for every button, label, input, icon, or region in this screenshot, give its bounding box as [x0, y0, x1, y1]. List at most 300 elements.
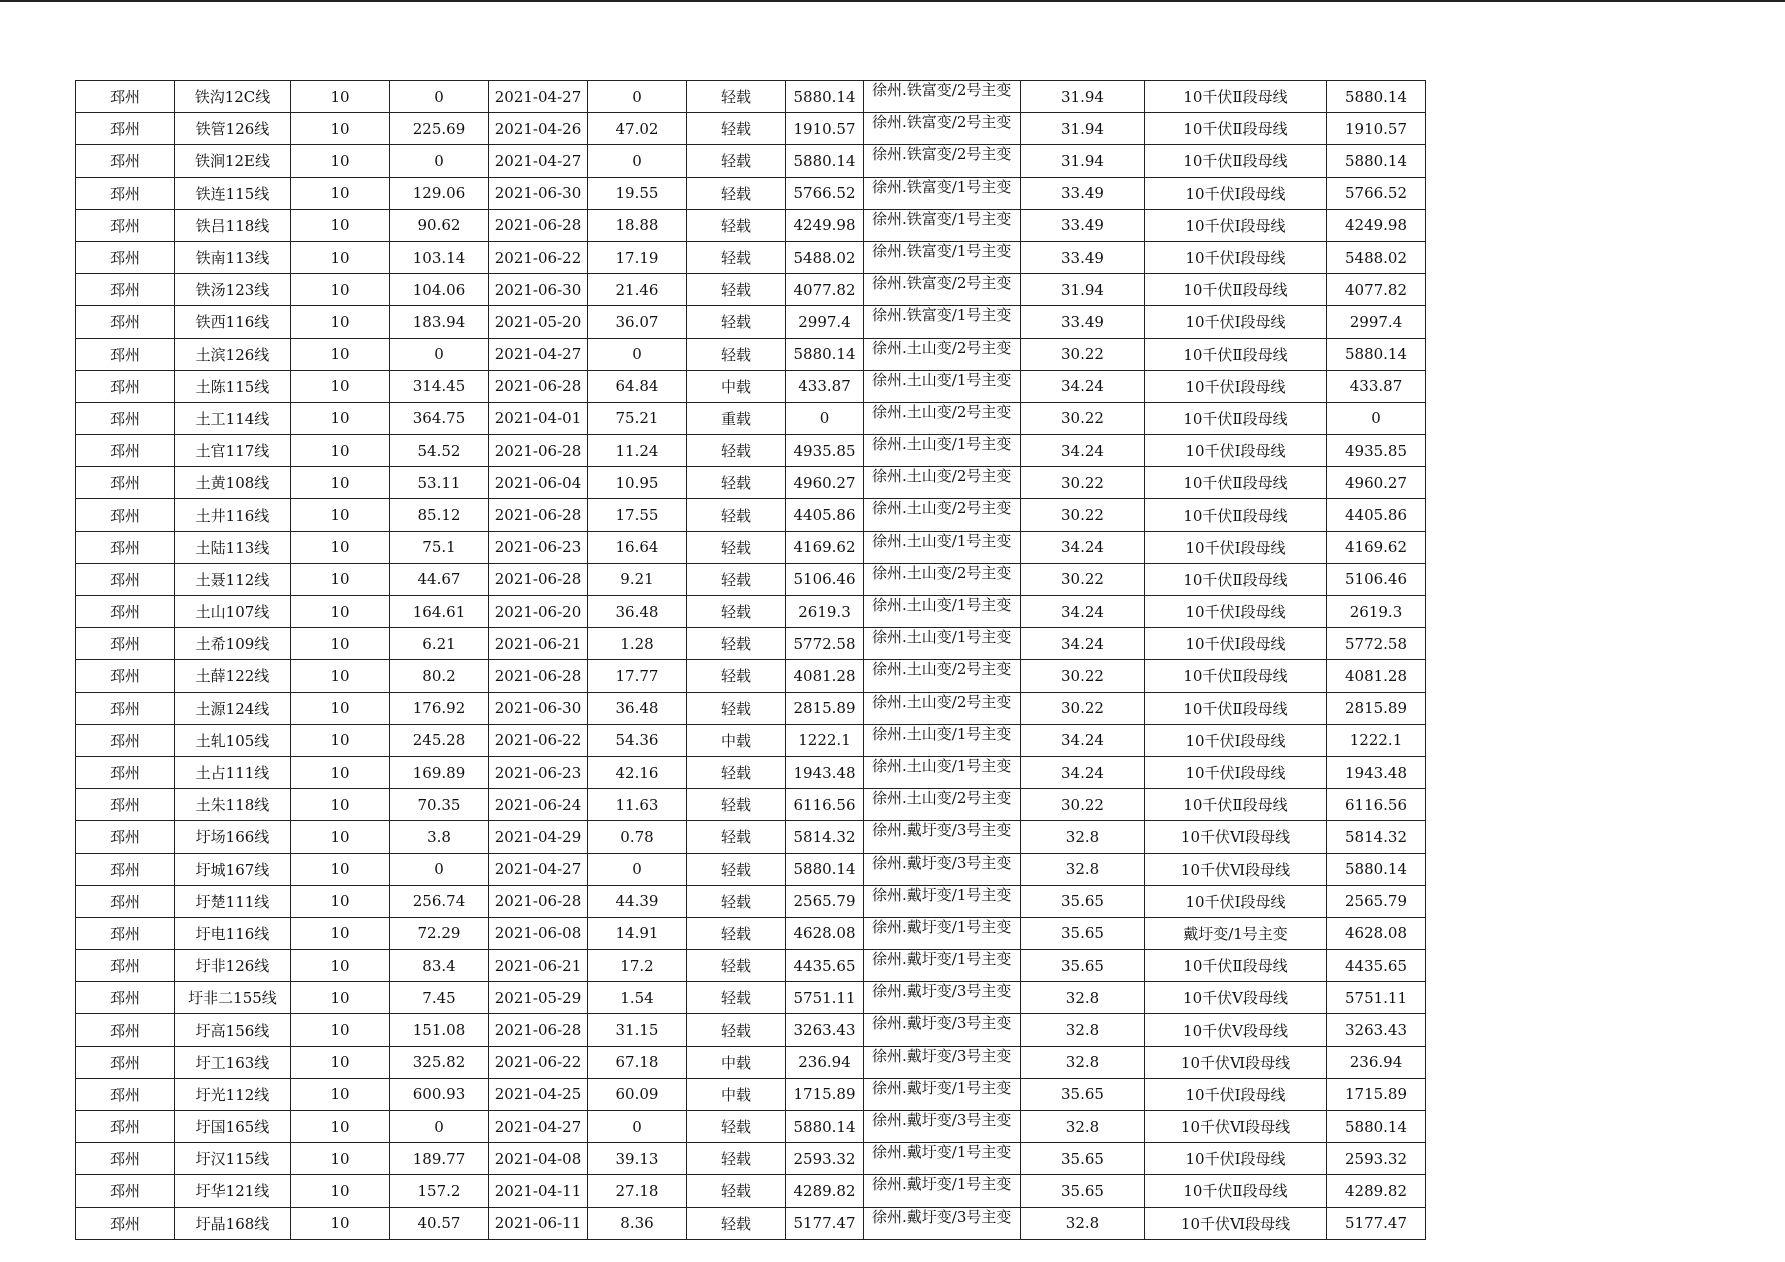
load-rate-cell: 11.24 [588, 435, 687, 467]
capacity-cell: 4249.98 [786, 209, 864, 241]
load-cell: 3.8 [390, 821, 489, 853]
load-cell: 44.67 [390, 563, 489, 595]
load-rate-cell: 0 [588, 338, 687, 370]
load-status-cell: 重载 [687, 402, 786, 434]
load-rate-cell: 9.21 [588, 563, 687, 595]
busbar-cell: 10千伏Ⅱ段母线 [1145, 692, 1327, 724]
load-cell: 189.77 [390, 1143, 489, 1175]
load-status-cell: 轻载 [687, 885, 786, 917]
busbar-cell: 10千伏Ⅰ段母线 [1145, 1143, 1327, 1175]
load-status-cell: 轻载 [687, 821, 786, 853]
substation-cell: 徐州.土山变/2号主变 [864, 338, 1021, 370]
busbar-cell: 10千伏Ⅵ段母线 [1145, 821, 1327, 853]
line-name-cell: 土朱118线 [175, 789, 291, 821]
transformer-rate-cell: 34.24 [1021, 370, 1145, 402]
table-row [76, 982, 1426, 1014]
voltage-cell: 10 [291, 1046, 390, 1078]
table-row [76, 435, 1426, 467]
voltage-cell: 10 [291, 756, 390, 788]
capacity-cell: 5814.32 [786, 821, 864, 853]
region-cell: 邳州 [76, 724, 175, 756]
page-top-rule [0, 0, 1785, 2]
date-cell: 2021-06-23 [489, 531, 588, 563]
available-capacity-cell: 3263.43 [1327, 1014, 1426, 1046]
region-cell: 邳州 [76, 853, 175, 885]
available-capacity-cell: 1222.1 [1327, 724, 1426, 756]
transformer-rate-cell: 32.8 [1021, 1014, 1145, 1046]
load-cell: 70.35 [390, 789, 489, 821]
region-cell: 邳州 [76, 982, 175, 1014]
load-status-cell: 轻载 [687, 628, 786, 660]
line-name-cell: 土源124线 [175, 692, 291, 724]
load-status-cell: 轻载 [687, 1014, 786, 1046]
available-capacity-cell: 5488.02 [1327, 241, 1426, 273]
transformer-rate-cell: 35.65 [1021, 1175, 1145, 1207]
region-cell: 邳州 [76, 1143, 175, 1175]
transformer-rate-cell: 35.65 [1021, 950, 1145, 982]
voltage-cell: 10 [291, 821, 390, 853]
load-rate-cell: 42.16 [588, 756, 687, 788]
line-name-cell: 铁沟12C线 [175, 81, 291, 113]
load-status-cell: 轻载 [687, 982, 786, 1014]
load-cell: 85.12 [390, 499, 489, 531]
line-name-cell: 土工114线 [175, 402, 291, 434]
load-status-cell: 轻载 [687, 113, 786, 145]
capacity-cell: 1943.48 [786, 756, 864, 788]
table-row [76, 821, 1426, 853]
table-row [76, 1014, 1426, 1046]
load-cell: 54.52 [390, 435, 489, 467]
data-sheet [75, 80, 1426, 1240]
capacity-cell: 2815.89 [786, 692, 864, 724]
busbar-cell: 10千伏Ⅱ段母线 [1145, 660, 1327, 692]
table-row [76, 628, 1426, 660]
load-status-cell: 轻载 [687, 241, 786, 273]
load-status-cell: 轻载 [687, 692, 786, 724]
load-cell: 0 [390, 1111, 489, 1143]
transformer-rate-cell: 30.22 [1021, 338, 1145, 370]
date-cell: 2021-06-11 [489, 1207, 588, 1239]
capacity-cell: 1715.89 [786, 1078, 864, 1110]
busbar-cell: 10千伏Ⅱ段母线 [1145, 81, 1327, 113]
load-status-cell: 轻载 [687, 1111, 786, 1143]
line-name-cell: 土陈115线 [175, 370, 291, 402]
substation-cell: 徐州.铁富变/2号主变 [864, 145, 1021, 177]
voltage-cell: 10 [291, 660, 390, 692]
available-capacity-cell: 5751.11 [1327, 982, 1426, 1014]
load-status-cell: 轻载 [687, 274, 786, 306]
busbar-cell: 10千伏Ⅱ段母线 [1145, 1175, 1327, 1207]
substation-cell: 徐州.铁富变/2号主变 [864, 81, 1021, 113]
load-status-cell: 中载 [687, 724, 786, 756]
load-cell: 169.89 [390, 756, 489, 788]
load-status-cell: 中载 [687, 370, 786, 402]
substation-cell: 徐州.土山变/2号主变 [864, 499, 1021, 531]
table-row [76, 306, 1426, 338]
region-cell: 邳州 [76, 435, 175, 467]
busbar-cell: 10千伏Ⅰ段母线 [1145, 306, 1327, 338]
date-cell: 2021-06-28 [489, 370, 588, 402]
busbar-cell: 10千伏Ⅰ段母线 [1145, 724, 1327, 756]
available-capacity-cell: 2619.3 [1327, 596, 1426, 628]
substation-cell: 徐州.戴圩变/1号主变 [864, 1175, 1021, 1207]
date-cell: 2021-04-27 [489, 338, 588, 370]
busbar-cell: 10千伏Ⅱ段母线 [1145, 563, 1327, 595]
voltage-cell: 10 [291, 982, 390, 1014]
busbar-cell: 10千伏Ⅰ段母线 [1145, 756, 1327, 788]
substation-cell: 徐州.戴圩变/3号主变 [864, 853, 1021, 885]
load-rate-cell: 39.13 [588, 1143, 687, 1175]
voltage-cell: 10 [291, 563, 390, 595]
voltage-cell: 10 [291, 177, 390, 209]
region-cell: 邳州 [76, 756, 175, 788]
substation-cell: 徐州.戴圩变/1号主变 [864, 917, 1021, 949]
load-cell: 157.2 [390, 1175, 489, 1207]
voltage-cell: 10 [291, 338, 390, 370]
transformer-rate-cell: 30.22 [1021, 789, 1145, 821]
date-cell: 2021-04-27 [489, 145, 588, 177]
load-cell: 151.08 [390, 1014, 489, 1046]
substation-cell: 徐州.戴圩变/3号主变 [864, 821, 1021, 853]
capacity-cell: 2619.3 [786, 596, 864, 628]
substation-cell: 徐州.戴圩变/3号主变 [864, 1207, 1021, 1239]
date-cell: 2021-04-01 [489, 402, 588, 434]
load-status-cell: 中载 [687, 1046, 786, 1078]
date-cell: 2021-06-08 [489, 917, 588, 949]
capacity-cell: 5751.11 [786, 982, 864, 1014]
date-cell: 2021-06-28 [489, 209, 588, 241]
load-rate-cell: 67.18 [588, 1046, 687, 1078]
table-row [76, 756, 1426, 788]
load-cell: 245.28 [390, 724, 489, 756]
busbar-cell: 10千伏Ⅰ段母线 [1145, 596, 1327, 628]
voltage-cell: 10 [291, 1111, 390, 1143]
load-status-cell: 轻载 [687, 596, 786, 628]
line-name-cell: 圩国165线 [175, 1111, 291, 1143]
table-row [76, 145, 1426, 177]
load-rate-cell: 0.78 [588, 821, 687, 853]
available-capacity-cell: 4435.65 [1327, 950, 1426, 982]
date-cell: 2021-06-23 [489, 756, 588, 788]
table-row [76, 338, 1426, 370]
line-name-cell: 圩华121线 [175, 1175, 291, 1207]
substation-cell: 徐州.土山变/1号主变 [864, 596, 1021, 628]
available-capacity-cell: 5177.47 [1327, 1207, 1426, 1239]
voltage-cell: 10 [291, 241, 390, 273]
busbar-cell: 10千伏Ⅵ段母线 [1145, 853, 1327, 885]
line-name-cell: 圩高156线 [175, 1014, 291, 1046]
date-cell: 2021-05-20 [489, 306, 588, 338]
load-cell: 0 [390, 81, 489, 113]
substation-cell: 徐州.铁富变/1号主变 [864, 241, 1021, 273]
load-cell: 0 [390, 145, 489, 177]
capacity-cell: 2565.79 [786, 885, 864, 917]
capacity-cell: 4077.82 [786, 274, 864, 306]
load-status-cell: 轻载 [687, 756, 786, 788]
load-cell: 183.94 [390, 306, 489, 338]
region-cell: 邳州 [76, 596, 175, 628]
available-capacity-cell: 1910.57 [1327, 113, 1426, 145]
region-cell: 邳州 [76, 338, 175, 370]
transformer-rate-cell: 33.49 [1021, 241, 1145, 273]
substation-cell: 徐州.铁富变/1号主变 [864, 177, 1021, 209]
capacity-cell: 4289.82 [786, 1175, 864, 1207]
busbar-cell: 10千伏Ⅰ段母线 [1145, 531, 1327, 563]
load-status-cell: 轻载 [687, 789, 786, 821]
load-cell: 176.92 [390, 692, 489, 724]
available-capacity-cell: 4289.82 [1327, 1175, 1426, 1207]
busbar-cell: 10千伏Ⅱ段母线 [1145, 950, 1327, 982]
load-rate-cell: 0 [588, 1111, 687, 1143]
transformer-rate-cell: 31.94 [1021, 81, 1145, 113]
region-cell: 邳州 [76, 499, 175, 531]
load-cell: 7.45 [390, 982, 489, 1014]
load-rate-cell: 47.02 [588, 113, 687, 145]
load-rate-cell: 36.48 [588, 692, 687, 724]
region-cell: 邳州 [76, 370, 175, 402]
line-name-cell: 土陆113线 [175, 531, 291, 563]
load-status-cell: 轻载 [687, 467, 786, 499]
transformer-rate-cell: 35.65 [1021, 1143, 1145, 1175]
voltage-cell: 10 [291, 724, 390, 756]
load-rate-cell: 21.46 [588, 274, 687, 306]
busbar-cell: 10千伏Ⅰ段母线 [1145, 1078, 1327, 1110]
region-cell: 邳州 [76, 885, 175, 917]
capacity-cell: 2593.32 [786, 1143, 864, 1175]
available-capacity-cell: 236.94 [1327, 1046, 1426, 1078]
substation-cell: 徐州.戴圩变/3号主变 [864, 982, 1021, 1014]
region-cell: 邳州 [76, 81, 175, 113]
substation-cell: 徐州.土山变/1号主变 [864, 370, 1021, 402]
line-name-cell: 土轧105线 [175, 724, 291, 756]
available-capacity-cell: 5880.14 [1327, 338, 1426, 370]
load-status-cell: 中载 [687, 1078, 786, 1110]
load-cell: 600.93 [390, 1078, 489, 1110]
transformer-rate-cell: 33.49 [1021, 177, 1145, 209]
table-row [76, 1078, 1426, 1110]
available-capacity-cell: 433.87 [1327, 370, 1426, 402]
line-name-cell: 土黄108线 [175, 467, 291, 499]
capacity-cell: 5880.14 [786, 338, 864, 370]
date-cell: 2021-06-21 [489, 950, 588, 982]
load-status-cell: 轻载 [687, 306, 786, 338]
transformer-rate-cell: 32.8 [1021, 1207, 1145, 1239]
line-name-cell: 圩场166线 [175, 821, 291, 853]
busbar-cell: 10千伏Ⅰ段母线 [1145, 209, 1327, 241]
transformer-rate-cell: 31.94 [1021, 113, 1145, 145]
load-rate-cell: 36.48 [588, 596, 687, 628]
region-cell: 邳州 [76, 660, 175, 692]
capacity-cell: 5772.58 [786, 628, 864, 660]
capacity-cell: 5880.14 [786, 853, 864, 885]
load-rate-cell: 8.36 [588, 1207, 687, 1239]
load-cell: 0 [390, 853, 489, 885]
available-capacity-cell: 5880.14 [1327, 1111, 1426, 1143]
table-row [76, 917, 1426, 949]
line-name-cell: 土占111线 [175, 756, 291, 788]
substation-cell: 徐州.土山变/1号主变 [864, 435, 1021, 467]
load-rate-cell: 17.19 [588, 241, 687, 273]
line-name-cell: 圩楚111线 [175, 885, 291, 917]
transformer-rate-cell: 34.24 [1021, 596, 1145, 628]
voltage-cell: 10 [291, 402, 390, 434]
available-capacity-cell: 4249.98 [1327, 209, 1426, 241]
date-cell: 2021-06-24 [489, 789, 588, 821]
load-status-cell: 轻载 [687, 531, 786, 563]
load-cell: 104.06 [390, 274, 489, 306]
busbar-cell: 10千伏Ⅱ段母线 [1145, 402, 1327, 434]
transformer-rate-cell: 35.65 [1021, 1078, 1145, 1110]
available-capacity-cell: 5880.14 [1327, 853, 1426, 885]
load-rate-cell: 19.55 [588, 177, 687, 209]
date-cell: 2021-06-22 [489, 1046, 588, 1078]
substation-cell: 徐州.土山变/1号主变 [864, 756, 1021, 788]
transformer-rate-cell: 34.24 [1021, 435, 1145, 467]
capacity-cell: 2997.4 [786, 306, 864, 338]
available-capacity-cell: 2565.79 [1327, 885, 1426, 917]
region-cell: 邳州 [76, 531, 175, 563]
load-rate-cell: 0 [588, 145, 687, 177]
available-capacity-cell: 4081.28 [1327, 660, 1426, 692]
busbar-cell: 10千伏Ⅱ段母线 [1145, 467, 1327, 499]
line-name-cell: 圩晶168线 [175, 1207, 291, 1239]
load-cell: 72.29 [390, 917, 489, 949]
table-row [76, 81, 1426, 113]
available-capacity-cell: 1943.48 [1327, 756, 1426, 788]
region-cell: 邳州 [76, 1078, 175, 1110]
table-row [76, 531, 1426, 563]
available-capacity-cell: 0 [1327, 402, 1426, 434]
voltage-cell: 10 [291, 145, 390, 177]
line-name-cell: 铁涧12E线 [175, 145, 291, 177]
region-cell: 邳州 [76, 1046, 175, 1078]
table-row [76, 885, 1426, 917]
load-rate-cell: 0 [588, 853, 687, 885]
region-cell: 邳州 [76, 1175, 175, 1207]
available-capacity-cell: 4628.08 [1327, 917, 1426, 949]
load-rate-cell: 1.28 [588, 628, 687, 660]
line-name-cell: 铁管126线 [175, 113, 291, 145]
substation-cell: 徐州.土山变/2号主变 [864, 789, 1021, 821]
table-row [76, 370, 1426, 402]
load-rate-cell: 1.54 [588, 982, 687, 1014]
date-cell: 2021-05-29 [489, 982, 588, 1014]
capacity-cell: 6116.56 [786, 789, 864, 821]
voltage-cell: 10 [291, 596, 390, 628]
region-cell: 邳州 [76, 1014, 175, 1046]
region-cell: 邳州 [76, 241, 175, 273]
load-cell: 164.61 [390, 596, 489, 628]
region-cell: 邳州 [76, 692, 175, 724]
load-status-cell: 轻载 [687, 1207, 786, 1239]
transformer-rate-cell: 30.22 [1021, 499, 1145, 531]
capacity-cell: 5766.52 [786, 177, 864, 209]
table-row [76, 113, 1426, 145]
capacity-cell: 5880.14 [786, 1111, 864, 1143]
table-row [76, 1207, 1426, 1239]
table-body [76, 81, 1426, 1240]
table-row [76, 499, 1426, 531]
date-cell: 2021-06-20 [489, 596, 588, 628]
region-cell: 邳州 [76, 113, 175, 145]
date-cell: 2021-06-28 [489, 1014, 588, 1046]
region-cell: 邳州 [76, 177, 175, 209]
transformer-rate-cell: 30.22 [1021, 402, 1145, 434]
transformer-rate-cell: 32.8 [1021, 1111, 1145, 1143]
load-rate-cell: 36.07 [588, 306, 687, 338]
substation-cell: 徐州.土山变/2号主变 [864, 563, 1021, 595]
capacity-cell: 5880.14 [786, 145, 864, 177]
line-name-cell: 圩工163线 [175, 1046, 291, 1078]
capacity-cell: 5488.02 [786, 241, 864, 273]
capacity-cell: 5177.47 [786, 1207, 864, 1239]
date-cell: 2021-04-27 [489, 81, 588, 113]
load-status-cell: 轻载 [687, 81, 786, 113]
line-name-cell: 圩非126线 [175, 950, 291, 982]
transformer-rate-cell: 33.49 [1021, 306, 1145, 338]
load-rate-cell: 17.2 [588, 950, 687, 982]
available-capacity-cell: 5106.46 [1327, 563, 1426, 595]
load-cell: 0 [390, 338, 489, 370]
load-status-cell: 轻载 [687, 1175, 786, 1207]
busbar-cell: 10千伏Ⅱ段母线 [1145, 274, 1327, 306]
capacity-cell: 5880.14 [786, 81, 864, 113]
busbar-cell: 10千伏Ⅰ段母线 [1145, 370, 1327, 402]
table-row [76, 1111, 1426, 1143]
load-rate-cell: 64.84 [588, 370, 687, 402]
table-row [76, 1175, 1426, 1207]
line-name-cell: 圩汉115线 [175, 1143, 291, 1175]
date-cell: 2021-06-28 [489, 885, 588, 917]
transformer-rate-cell: 32.8 [1021, 982, 1145, 1014]
region-cell: 邳州 [76, 145, 175, 177]
table-row [76, 596, 1426, 628]
table-row [76, 402, 1426, 434]
table-row [76, 950, 1426, 982]
busbar-cell: 10千伏Ⅴ段母线 [1145, 1014, 1327, 1046]
load-rate-cell: 31.15 [588, 1014, 687, 1046]
substation-cell: 徐州.土山变/2号主变 [864, 692, 1021, 724]
load-status-cell: 轻载 [687, 853, 786, 885]
voltage-cell: 10 [291, 499, 390, 531]
available-capacity-cell: 2593.32 [1327, 1143, 1426, 1175]
load-status-cell: 轻载 [687, 209, 786, 241]
voltage-cell: 10 [291, 1078, 390, 1110]
busbar-cell: 10千伏Ⅱ段母线 [1145, 338, 1327, 370]
load-rate-cell: 16.64 [588, 531, 687, 563]
table-row [76, 241, 1426, 273]
region-cell: 邳州 [76, 402, 175, 434]
line-name-cell: 土井116线 [175, 499, 291, 531]
voltage-cell: 10 [291, 885, 390, 917]
voltage-cell: 10 [291, 467, 390, 499]
substation-cell: 徐州.土山变/2号主变 [864, 467, 1021, 499]
line-name-cell: 铁南113线 [175, 241, 291, 273]
capacity-cell: 433.87 [786, 370, 864, 402]
substation-cell: 徐州.土山变/2号主变 [864, 660, 1021, 692]
substation-cell: 徐州.土山变/2号主变 [864, 402, 1021, 434]
line-name-cell: 铁汤123线 [175, 274, 291, 306]
table-row [76, 789, 1426, 821]
voltage-cell: 10 [291, 113, 390, 145]
date-cell: 2021-04-25 [489, 1078, 588, 1110]
load-cell: 90.62 [390, 209, 489, 241]
load-rate-cell: 17.55 [588, 499, 687, 531]
transformer-rate-cell: 32.8 [1021, 821, 1145, 853]
date-cell: 2021-06-04 [489, 467, 588, 499]
substation-cell: 徐州.土山变/1号主变 [864, 628, 1021, 660]
busbar-cell: 10千伏Ⅵ段母线 [1145, 1046, 1327, 1078]
